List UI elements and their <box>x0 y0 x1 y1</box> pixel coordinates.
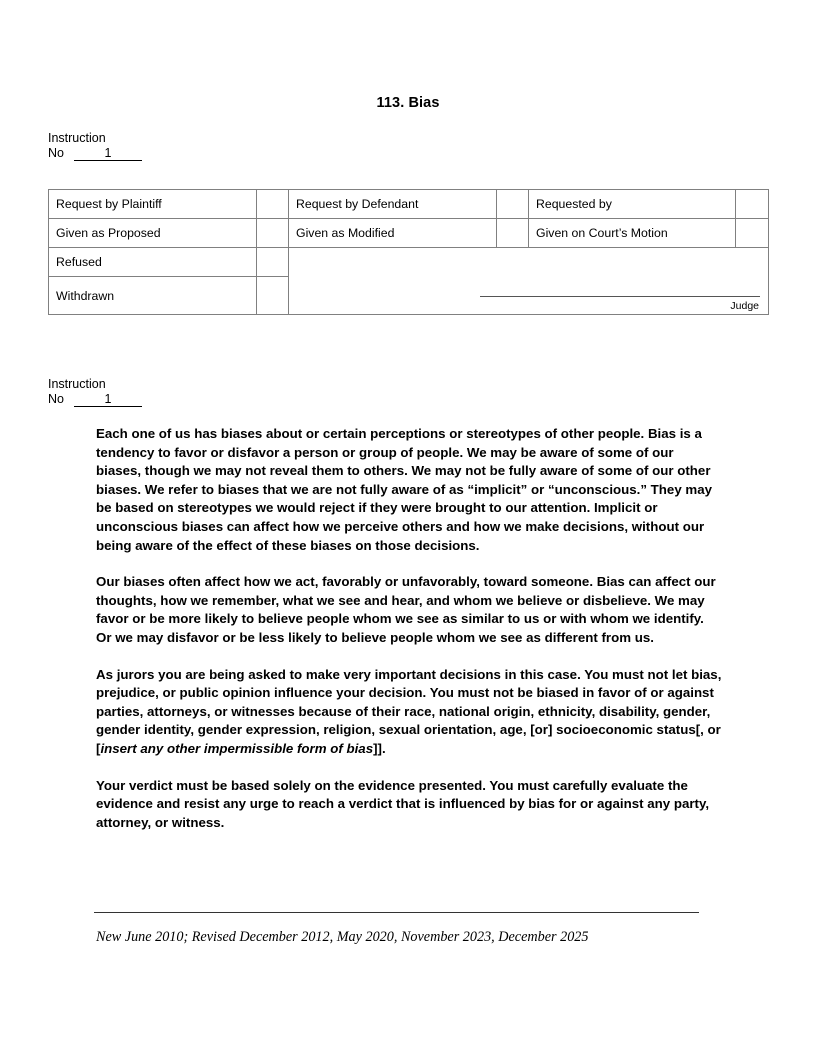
signature-line <box>480 296 760 297</box>
cell-withdrawn: Withdrawn <box>49 277 257 315</box>
instruction-label-line1: Instruction <box>48 377 106 391</box>
instruction-disposition-table <box>48 189 769 315</box>
instruction-number-header-bottom <box>48 377 142 407</box>
cell-request-by-defendant: Request by Defendant <box>289 190 497 219</box>
paragraph-2: Our biases often affect how we act, favorably or unfavorably, toward someone. Bias can affect our thoughts, how we remember, what we see and hear, and whom we believe or disbelieve. We may favor or be more likely to believe people whom we see as similar to us or with whom we identify. Or we may disfavor or be less likely to believe people whom we see as different from us. <box>96 574 716 645</box>
instruction-number-row <box>48 146 142 161</box>
cell-given-on-courts-motion: Given on Court’s Motion <box>529 219 736 248</box>
paragraph-4: Your verdict must be based solely on the evidence presented. You must carefully evaluate the evidence and resist any urge to reach a verdict that is influenced by bias for or against any party, attorney, or witness. <box>96 777 710 830</box>
checkbox-given-on-courts-motion[interactable] <box>736 219 769 248</box>
table-row <box>49 190 769 219</box>
footer-divider <box>94 912 699 913</box>
paragraph-3-text-b: ]]. <box>373 740 386 756</box>
cell-refused: Refused <box>49 248 257 277</box>
cell-given-as-proposed: Given as Proposed <box>49 219 257 248</box>
paragraph-3-text-a: As jurors you are being asked to make very important decisions in this case. You must not let bias, prejudice, or public opinion influence your decision. You must not be biased in favor of or against parties, attorneys, or witnesses because of their race, national origin, ethnicity, disability, gender, gender identity, gender expression, religion, sexual orientation, age, [or] socioeconomic status[, or [ <box>96 666 722 756</box>
judge-signature-label: Judge <box>730 300 759 312</box>
paragraph-3 <box>96 666 722 759</box>
table-row <box>49 219 769 248</box>
revision-history: New June 2010; Revised December 2012, May 2020, November 2023, December 2025 <box>96 929 589 945</box>
instruction-number-field[interactable]: 1 <box>74 146 142 161</box>
instruction-label-line1: Instruction <box>48 131 106 145</box>
checkbox-request-by-defendant[interactable] <box>497 190 529 219</box>
instruction-number-row <box>48 392 142 407</box>
checkbox-given-as-proposed[interactable] <box>257 219 289 248</box>
cell-request-by-plaintiff: Request by Plaintiff <box>49 190 257 219</box>
instruction-number-header-top <box>48 131 142 161</box>
table-row <box>49 248 769 277</box>
cell-requested-by: Requested by <box>529 190 736 219</box>
instruction-label-line2: No <box>48 146 64 160</box>
page-title: 113. Bias <box>376 95 440 111</box>
checkbox-requested-by[interactable] <box>736 190 769 219</box>
paragraph-1: Each one of us has biases about or certain perceptions or stereotypes of other people. Bias is a tendency to favor or disfavor a person or group of people. We may be aware of some of our biases, though we may not reveal them to others. We may not be fully aware of some of our other biases. We refer to biases that we are not fully aware of as “implicit” or “unconscious.” They may be based on stereotypes we would reject if they were brought to our attention. Implicit or unconscious biases can affect how we perceive others and how we make decisions, without our being aware of the effect of these biases on those decisions. <box>96 426 713 553</box>
judge-signature-cell[interactable] <box>289 248 769 315</box>
checkbox-request-by-plaintiff[interactable] <box>257 190 289 219</box>
instruction-body <box>96 425 722 832</box>
paragraph-3-placeholder-italic: insert any other impermissible form of bias <box>100 740 374 756</box>
instruction-label-line2: No <box>48 392 64 406</box>
checkbox-refused[interactable] <box>257 248 289 277</box>
cell-given-as-modified: Given as Modified <box>289 219 497 248</box>
checkbox-withdrawn[interactable] <box>257 277 289 315</box>
instruction-number-field[interactable]: 1 <box>74 392 142 407</box>
checkbox-given-as-modified[interactable] <box>497 219 529 248</box>
